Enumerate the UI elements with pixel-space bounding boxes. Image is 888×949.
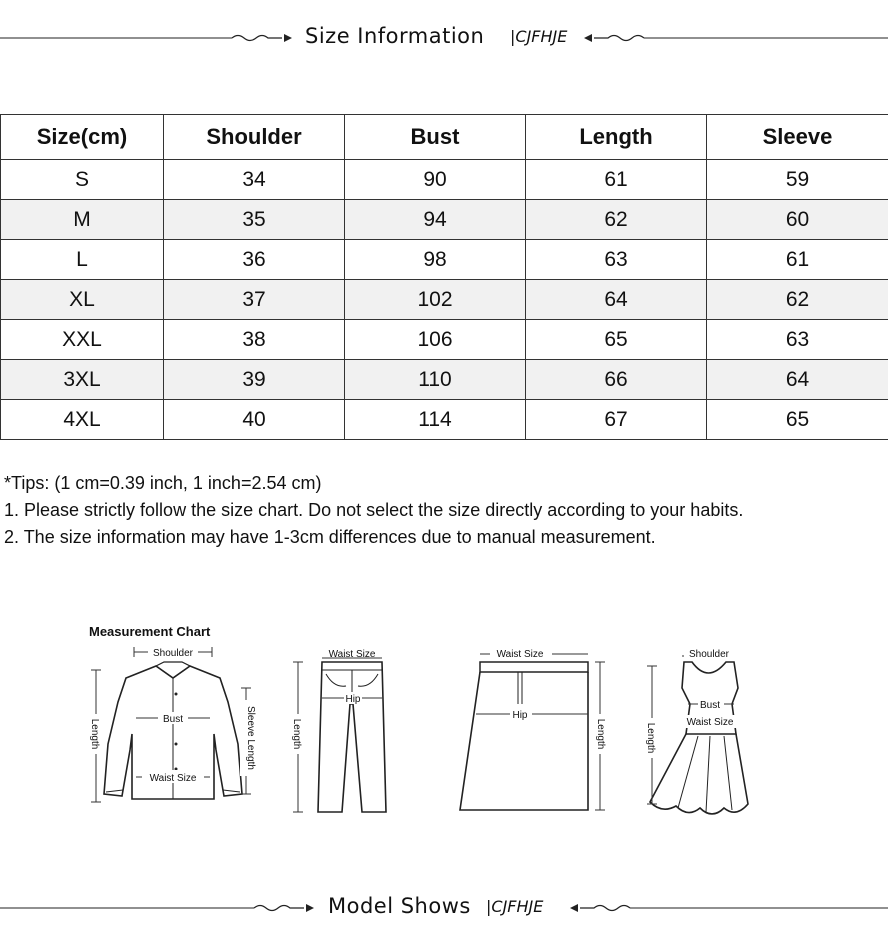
shirt-shoulder-label: Shoulder bbox=[152, 648, 194, 659]
size-information-banner bbox=[0, 18, 888, 58]
skirt-diagram bbox=[456, 644, 616, 824]
table-cell: 90 bbox=[345, 160, 526, 200]
table-cell: XXL bbox=[1, 320, 164, 360]
table-cell: 114 bbox=[345, 400, 526, 440]
column-header: Shoulder bbox=[164, 115, 345, 160]
table-cell: 110 bbox=[345, 360, 526, 400]
banner-title: Size Information bbox=[305, 24, 485, 48]
table-cell: 106 bbox=[345, 320, 526, 360]
dress-waist-label: Waist Size bbox=[686, 717, 734, 728]
table-cell: 34 bbox=[164, 160, 345, 200]
shirt-diagram bbox=[86, 644, 266, 819]
table-cell: 63 bbox=[526, 240, 707, 280]
skirt-icon bbox=[456, 644, 616, 819]
tips bbox=[4, 470, 743, 551]
banner-brand-name: CJFHJE bbox=[515, 27, 568, 46]
table-cell: 61 bbox=[526, 160, 707, 200]
table-cell: M bbox=[1, 200, 164, 240]
table-cell: 4XL bbox=[1, 400, 164, 440]
table-cell: 102 bbox=[345, 280, 526, 320]
table-row bbox=[1, 240, 888, 280]
shirt-length-label: Length bbox=[89, 718, 100, 750]
table-cell: 62 bbox=[526, 200, 707, 240]
table-cell: 62 bbox=[707, 280, 888, 320]
pants-waist-label: Waist Size bbox=[328, 649, 376, 660]
table-cell: 35 bbox=[164, 200, 345, 240]
table-row bbox=[1, 320, 888, 360]
dress-bust-label: Bust bbox=[699, 700, 721, 711]
table-cell: L bbox=[1, 240, 164, 280]
table-cell: 65 bbox=[707, 400, 888, 440]
footer-brand-name: CJFHJE bbox=[491, 897, 544, 916]
banner-brand: |CJFHJE bbox=[510, 27, 568, 46]
pants-diagram bbox=[286, 644, 396, 824]
shirt-bust-label: Bust bbox=[162, 714, 184, 725]
tips-line: 2. The size information may have 1-3cm differences due to manual measurement. bbox=[4, 527, 656, 547]
dress-icon bbox=[642, 644, 752, 824]
shirt-sleeve-label: Sleeve Length bbox=[245, 706, 256, 770]
table-cell: 40 bbox=[164, 400, 345, 440]
footer-title: Model Shows bbox=[328, 894, 471, 918]
tips-line: 1. Please strictly follow the size chart. Do not select the size directly according to your habits. bbox=[4, 500, 744, 520]
size-table bbox=[0, 114, 888, 440]
table-row bbox=[1, 360, 888, 400]
column-header: Sleeve bbox=[707, 115, 888, 160]
table-header-row bbox=[1, 115, 888, 160]
table-cell: 63 bbox=[707, 320, 888, 360]
skirt-waist-label: Waist Size bbox=[496, 649, 544, 660]
column-header: Length bbox=[526, 115, 707, 160]
model-shows-banner bbox=[0, 888, 888, 928]
table-cell: 67 bbox=[526, 400, 707, 440]
table-row bbox=[1, 200, 888, 240]
table-cell: 59 bbox=[707, 160, 888, 200]
shirt-waist-label: Waist Size bbox=[149, 773, 197, 784]
dress-length-label: Length bbox=[645, 722, 656, 754]
table-cell: 66 bbox=[526, 360, 707, 400]
table-row bbox=[1, 160, 888, 200]
tips-line: *Tips: (1 cm=0.39 inch, 1 inch=2.54 cm) bbox=[4, 473, 322, 493]
table-cell: 64 bbox=[707, 360, 888, 400]
column-header: Bust bbox=[345, 115, 526, 160]
table-row bbox=[1, 400, 888, 440]
table-cell: 39 bbox=[164, 360, 345, 400]
table-cell: 60 bbox=[707, 200, 888, 240]
footer-brand: |CJFHJE bbox=[486, 897, 544, 916]
table-cell: 36 bbox=[164, 240, 345, 280]
skirt-length-label: Length bbox=[595, 718, 606, 750]
pants-length-label: Length bbox=[291, 718, 302, 750]
table-cell: 38 bbox=[164, 320, 345, 360]
dress-shoulder-label: Shoulder bbox=[688, 649, 730, 660]
measurement-chart-title: Measurement Chart bbox=[89, 624, 211, 639]
table-cell: 94 bbox=[345, 200, 526, 240]
column-header: Size(cm) bbox=[1, 115, 164, 160]
skirt-hip-label: Hip bbox=[512, 710, 528, 721]
pants-hip-label: Hip bbox=[345, 694, 361, 705]
table-cell: 61 bbox=[707, 240, 888, 280]
table-cell: S bbox=[1, 160, 164, 200]
table-cell: 64 bbox=[526, 280, 707, 320]
table-cell: 37 bbox=[164, 280, 345, 320]
table-cell: 3XL bbox=[1, 360, 164, 400]
pants-icon bbox=[286, 644, 396, 819]
dress-diagram bbox=[642, 644, 752, 829]
table-cell: 65 bbox=[526, 320, 707, 360]
table-cell: 98 bbox=[345, 240, 526, 280]
table-row bbox=[1, 280, 888, 320]
shirt-icon bbox=[86, 644, 266, 814]
table-cell: XL bbox=[1, 280, 164, 320]
